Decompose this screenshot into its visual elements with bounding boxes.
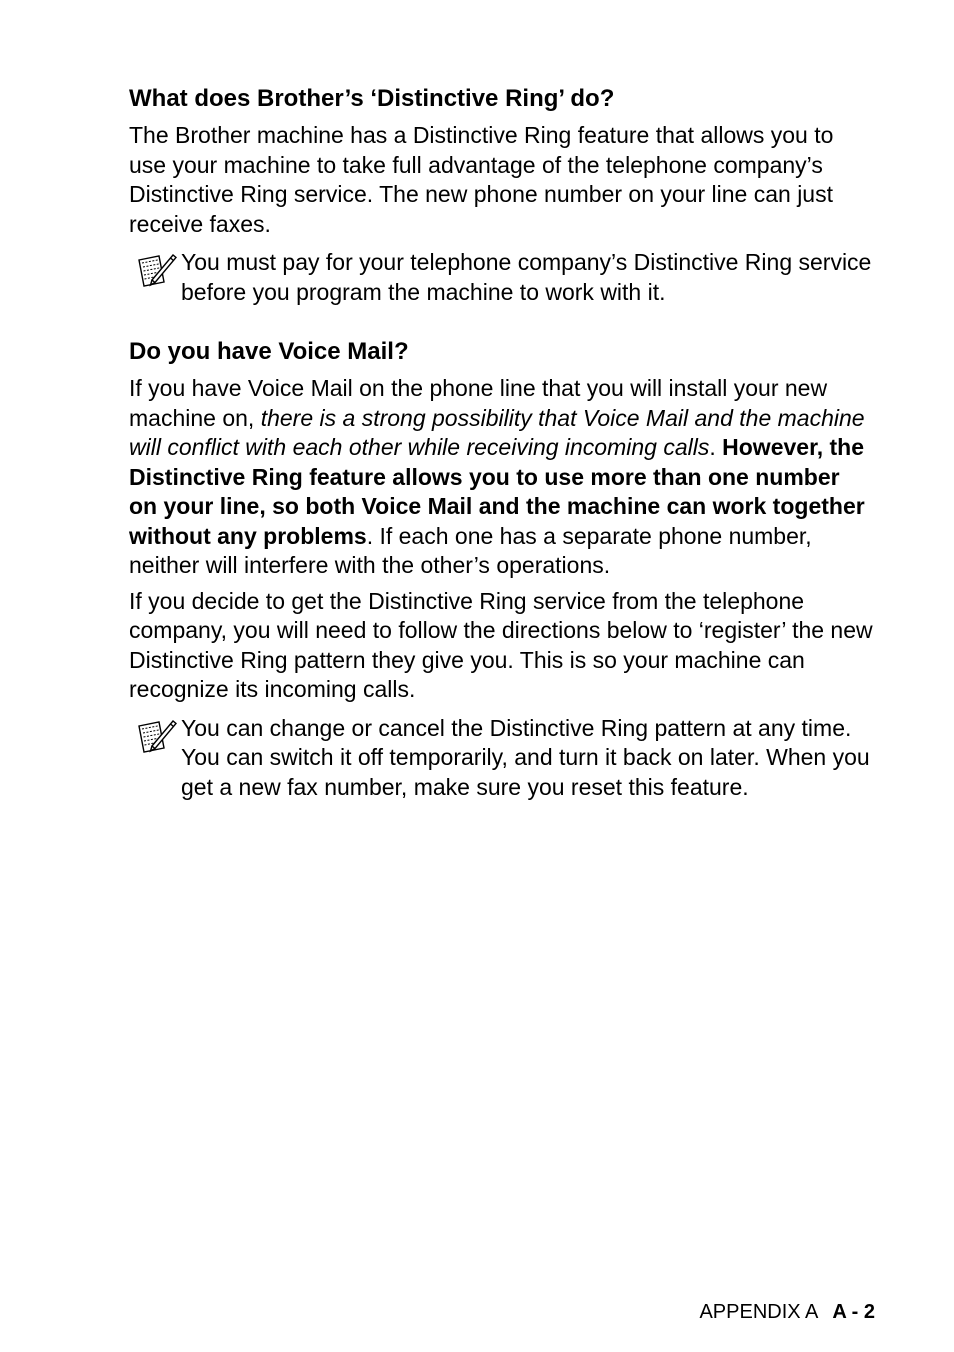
voice-mail-paragraph	[129, 374, 874, 581]
section-heading-distinctive-ring: What does Brother’s ‘Distinctive Ring’ do?	[129, 85, 615, 112]
register-pattern-paragraph: If you decide to get the Distinctive Ring service from the telephone company, you will need to follow the directions below to ‘register’ the new Distinctive Ring pattern they give you. This is so your machine can recognize its incoming calls.	[129, 587, 873, 702]
page-content	[129, 80, 874, 802]
footer-section-label: APPENDIX A	[699, 1301, 819, 1323]
page-footer	[699, 1300, 875, 1324]
note-text: You can change or cancel the Distinctive Ring pattern at any time. You can switch it off temporarily, and turn it back on later. When you get a new fax number, make sure you reset this feature.	[181, 714, 870, 800]
note-distinctive-ring-payment	[129, 248, 874, 307]
voice-mail-text-part2: .	[709, 434, 723, 460]
note-pencil-icon	[135, 252, 179, 290]
voice-mail-text-part3: . If each one has a separate phone number, neither will interfere with the other’s operations.	[129, 522, 812, 578]
note-pencil-icon	[135, 718, 179, 756]
note-text: You must pay for your telephone company’s Distinctive Ring service before you program the machine to work with it.	[181, 249, 872, 305]
voice-mail-text-part1: If you have Voice Mail on the phone line that you will install your new machine on,	[129, 375, 828, 431]
section-heading-voice-mail: Do you have Voice Mail?	[129, 338, 409, 365]
distinctive-ring-description: The Brother machine has a Distinctive Ring feature that allows you to use your machine to take full advantage of the telephone company’s Distinctive Ring service. The new phone number on your line can just receive faxes.	[129, 122, 834, 237]
note-change-cancel-pattern	[129, 714, 874, 803]
voice-mail-conflict-italic: there is a strong possibility that Voice Mail and the machine will conflict with each other while receiving incoming calls	[129, 404, 865, 460]
voice-mail-solution-bold: However, the Distinctive Ring feature allows you to use more than one number on your line, so both Voice Mail and the machine can work together without any problems	[129, 434, 865, 549]
footer-page-number: A - 2	[832, 1301, 875, 1323]
